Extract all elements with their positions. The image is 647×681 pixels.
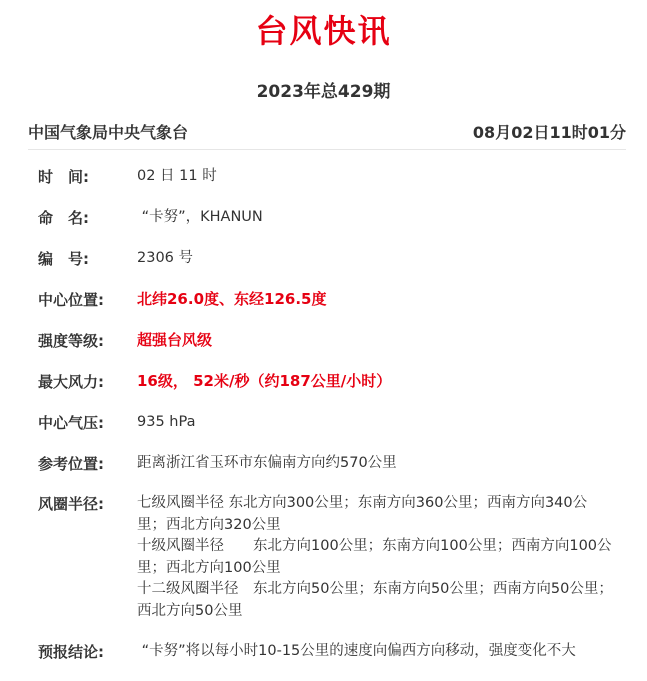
field-label: 参考位置: bbox=[38, 455, 104, 473]
field-value: 北纬26.0度、东经126.5度 bbox=[137, 290, 327, 308]
field-label: 中心位置: bbox=[38, 291, 104, 309]
issuing-agency: 中国气象局中央气象台 bbox=[28, 123, 189, 142]
wind-radius-values bbox=[137, 493, 615, 622]
field-label: 中心气压: bbox=[38, 414, 104, 432]
field-label: 风圈半径: bbox=[38, 495, 104, 513]
source-bar bbox=[28, 120, 626, 150]
field-value: 935 hPa bbox=[137, 414, 196, 430]
field-value: 02 日 11 时 bbox=[137, 168, 217, 184]
field-value: 16级， 52米/秒（约187公里/小时） bbox=[137, 372, 392, 390]
field-label: 编 号: bbox=[38, 250, 89, 268]
field-value: 超强台风级 bbox=[137, 331, 213, 349]
field-label: 强度等级: bbox=[38, 332, 104, 350]
field-label: 时 间: bbox=[38, 168, 89, 186]
wind-radius-line-10: 十级风圈半径 东北方向100公里；东南方向100公里；西南方向100公里；西北方向100公里 bbox=[137, 538, 612, 576]
wind-radius-line-12: 十二级风圈半径 东北方向50公里；东南方向50公里；西南方向50公里；西北方向50公里 bbox=[137, 581, 613, 619]
field-value: 2306 号 bbox=[137, 250, 194, 266]
field-label: 命 名: bbox=[38, 209, 89, 227]
bulletin-title: 台风快讯 bbox=[255, 12, 392, 50]
wind-radius-line-7: 七级风圈半径 东北方向300公里；东南方向360公里；西南方向340公里；西北方向320公里 bbox=[137, 495, 588, 533]
issue-datetime: 08月02日11时01分 bbox=[472, 123, 626, 142]
field-value: 距离浙江省玉环市东偏南方向约570公里 bbox=[137, 455, 397, 471]
field-value: “卡努”将以每小时10-15公里的速度向偏西方向移动，强度变化不大 bbox=[137, 643, 576, 659]
issue-number: 2023年总429期 bbox=[256, 82, 391, 102]
field-value: “卡努”，KHANUN bbox=[137, 209, 263, 225]
field-label: 最大风力: bbox=[38, 373, 104, 391]
field-label: 预报结论: bbox=[38, 643, 104, 661]
